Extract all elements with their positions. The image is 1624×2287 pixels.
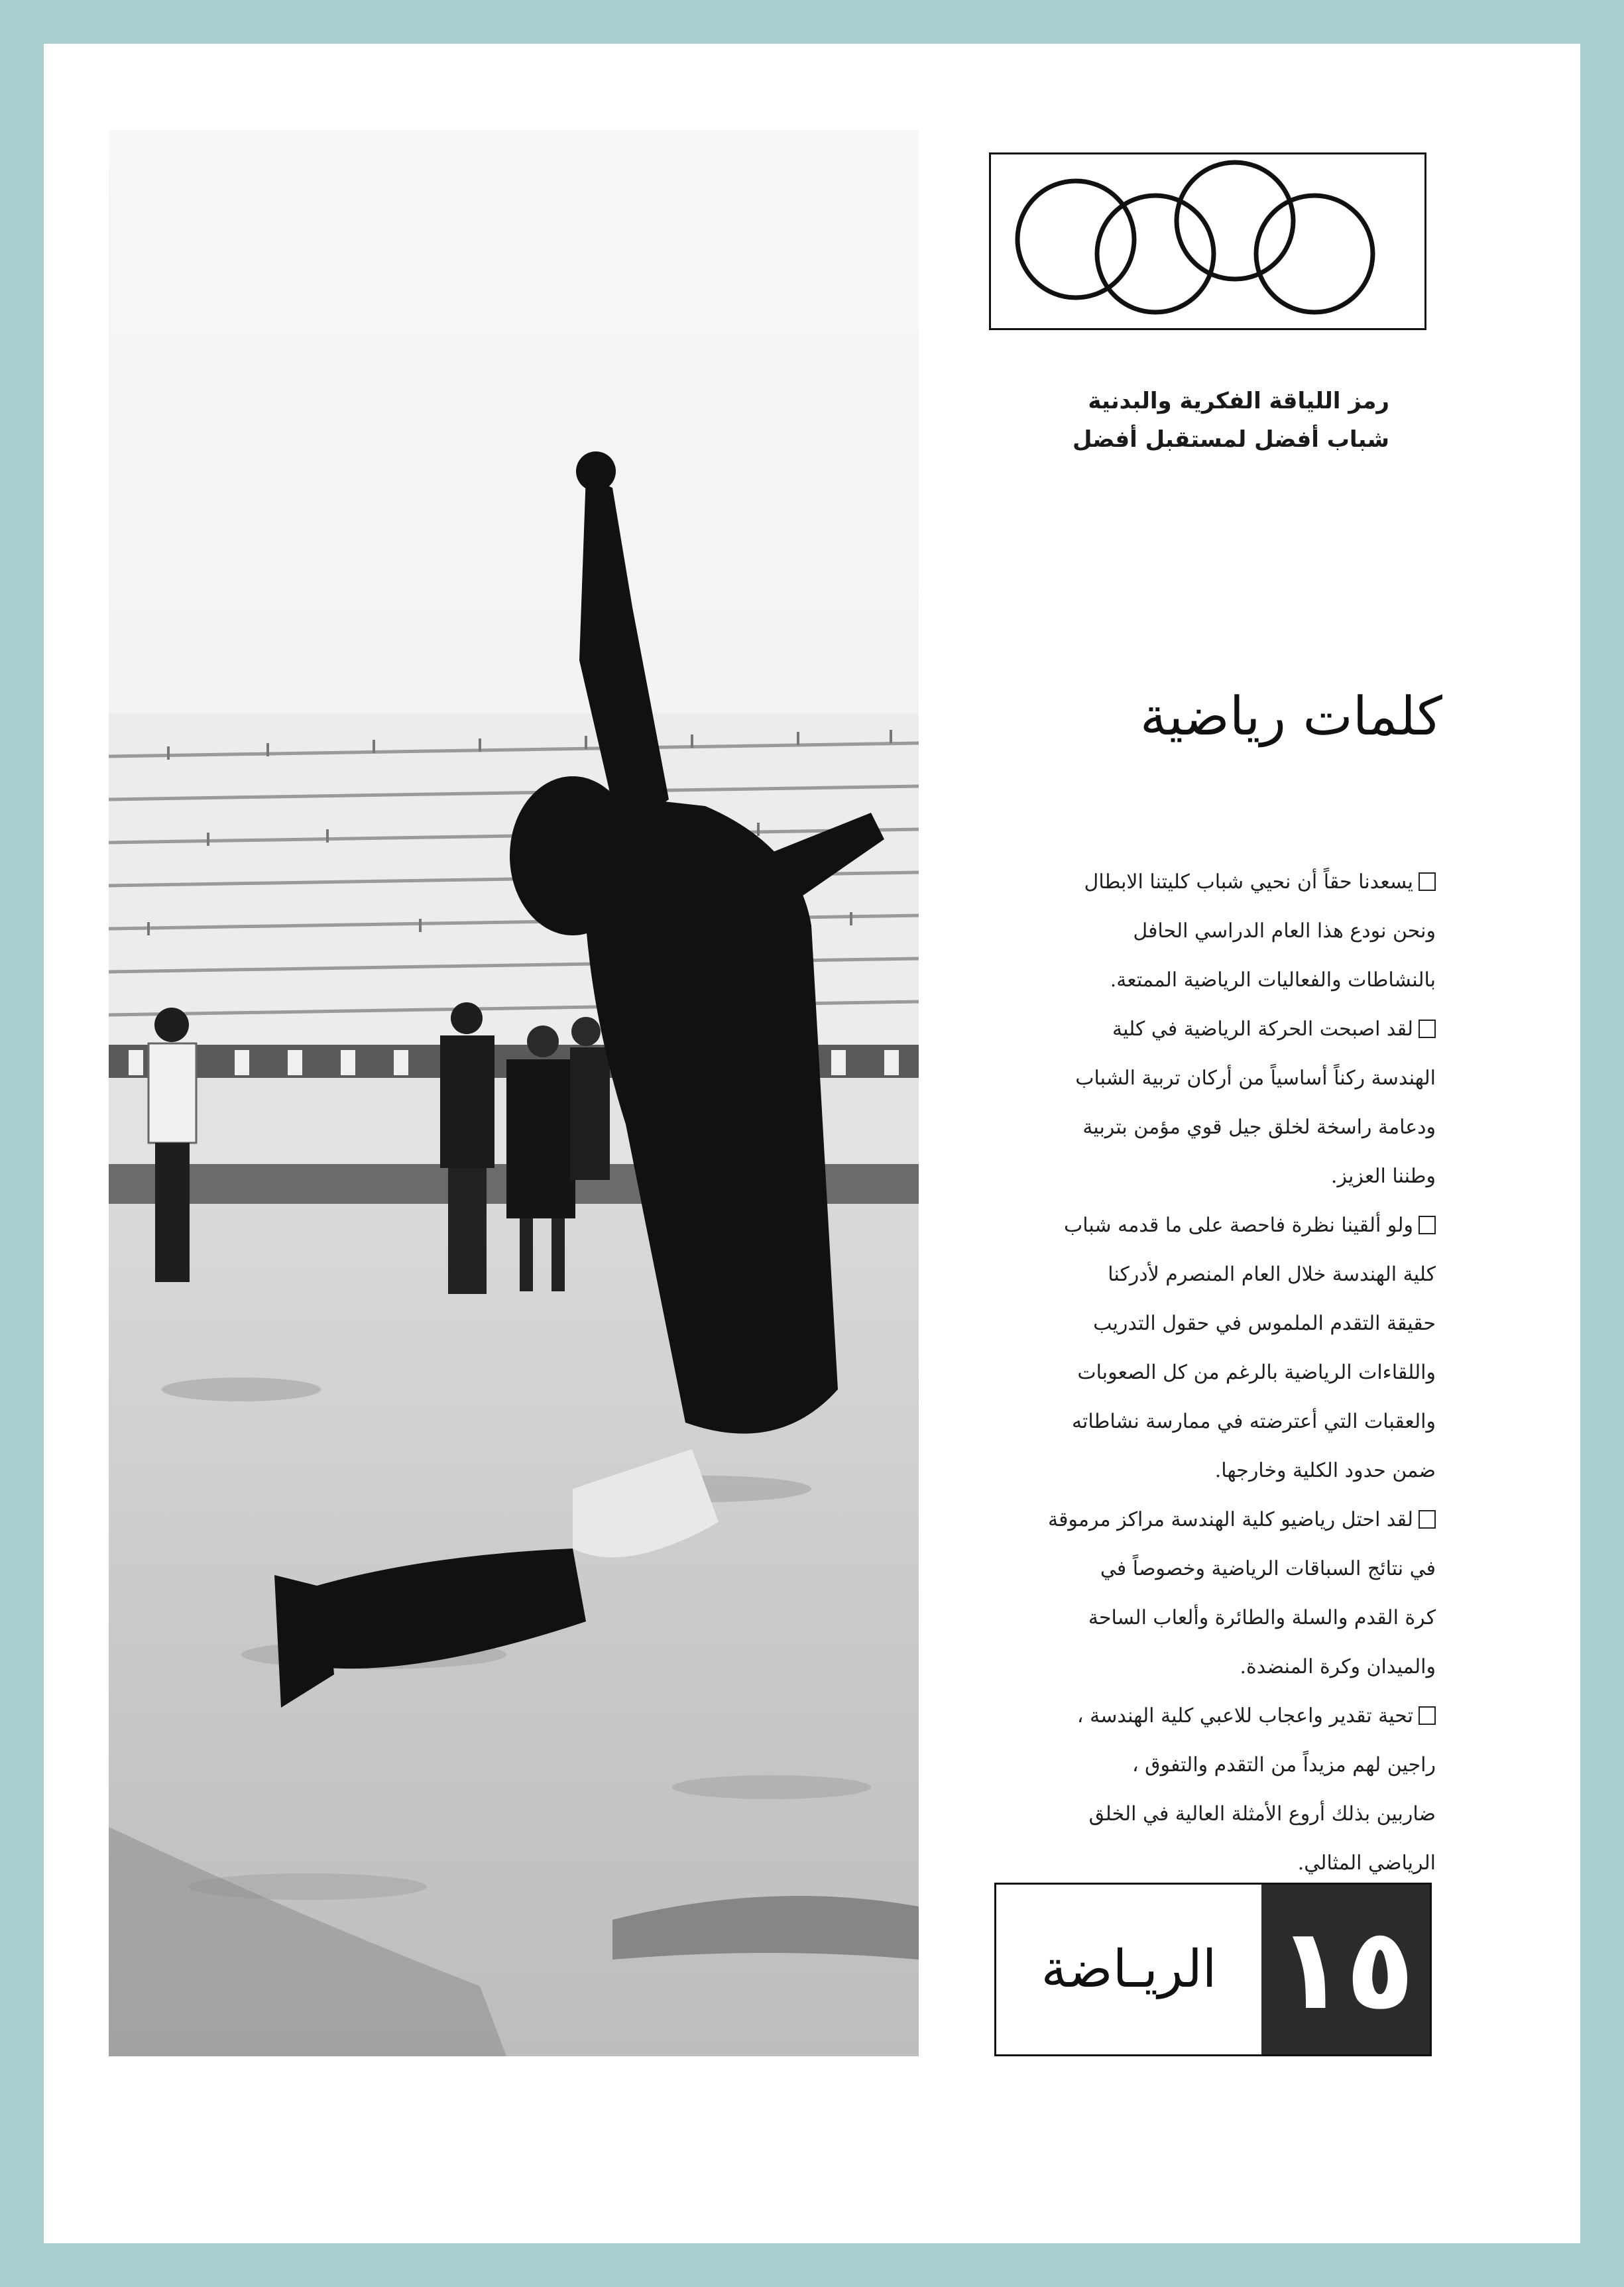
paragraph-line: وطننا العزيز. <box>1330 1165 1436 1188</box>
paragraph-line: ضمن حدود الكلية وخارجها. <box>1214 1459 1436 1482</box>
article-body <box>1012 858 1436 1888</box>
paragraph-line: كلية الهندسة خلال العام المنصرم لأدركنا <box>1108 1263 1436 1286</box>
paragraph-1 <box>1012 858 1436 1005</box>
paragraph-line: في نتائج السباقات الرياضية وخصوصاً في <box>1100 1557 1436 1580</box>
checkbox-bullet-icon <box>1419 1216 1436 1234</box>
athlete-jump-photo <box>109 130 919 2056</box>
paragraph-line: ودعامة راسخة لخلق جيل قوي مؤمن بتربية <box>1082 1116 1436 1139</box>
paragraph-3 <box>1012 1201 1436 1495</box>
olympic-rings-icon <box>991 154 1424 328</box>
paragraph-2 <box>1012 1005 1436 1201</box>
slogan-line-2: شباب أفضل لمستقبل أفضل <box>1072 426 1389 453</box>
photo-illustration <box>109 130 919 2056</box>
paragraph-line: واللقاءات الرياضية بالرغم من كل الصعوبات <box>1077 1361 1436 1384</box>
paragraph-line: حقيقة التقدم الملموس في حقول التدريب <box>1093 1312 1436 1335</box>
paragraph-line: يسعدنا حقاً أن نحيي شباب كليتنا الابطال <box>1084 870 1413 894</box>
slogan-line-1: رمز اللياقة الفكرية والبدنية <box>1088 388 1389 414</box>
paragraph-line: كرة القدم والسلة والطائرة وألعاب الساحة <box>1088 1606 1436 1629</box>
paragraph-line: ضاربين بذلك أروع الأمثلة العالية في الخلق <box>1088 1802 1436 1826</box>
paragraph-line: بالنشاطات والفعاليات الرياضية الممتعة. <box>1110 968 1436 992</box>
slogan <box>1065 382 1389 459</box>
paragraph-line: راجين لهم مزيداً من التقدم والتفوق ، <box>1131 1753 1436 1777</box>
paragraph-line: ونحن نودع هذا العام الدراسي الحافل <box>1133 919 1436 943</box>
paragraph-line: والعقبات التي أعترضته في ممارسة نشاطاته <box>1071 1410 1436 1433</box>
checkbox-bullet-icon <box>1419 1706 1436 1725</box>
olympic-rings-logo <box>989 152 1426 330</box>
checkbox-bullet-icon <box>1419 1510 1436 1529</box>
magazine-page <box>44 44 1580 2243</box>
section-title: الريـاضة <box>1041 1940 1217 1999</box>
paragraph-line: لقد احتل رياضيو كلية الهندسة مراكز مرموقة <box>1047 1508 1413 1531</box>
paragraph-line: الهندسة ركناً أساسياً من أركان تربية الشباب <box>1075 1067 1436 1090</box>
section-footer <box>994 1883 1432 2056</box>
paragraph-line: ولو ألقينا نظرة فاحصة على ما قدمه شباب <box>1064 1214 1413 1237</box>
paragraph-4 <box>1012 1495 1436 1692</box>
paragraph-line: والميدان وكرة المنضدة. <box>1240 1655 1436 1678</box>
checkbox-bullet-icon <box>1419 872 1436 891</box>
paragraph-line: الرياضي المثالي. <box>1297 1851 1436 1875</box>
checkbox-bullet-icon <box>1419 1020 1436 1038</box>
paragraph-5 <box>1012 1692 1436 1888</box>
section-heading: كلمات رياضية <box>1139 685 1442 747</box>
paragraph-line: تحية تقدير واعجاب للاعبي كلية الهندسة ، <box>1076 1704 1413 1728</box>
page-number: ١٥ <box>1261 1885 1430 2054</box>
paragraph-line: لقد اصبحت الحركة الرياضية في كلية <box>1112 1018 1413 1041</box>
